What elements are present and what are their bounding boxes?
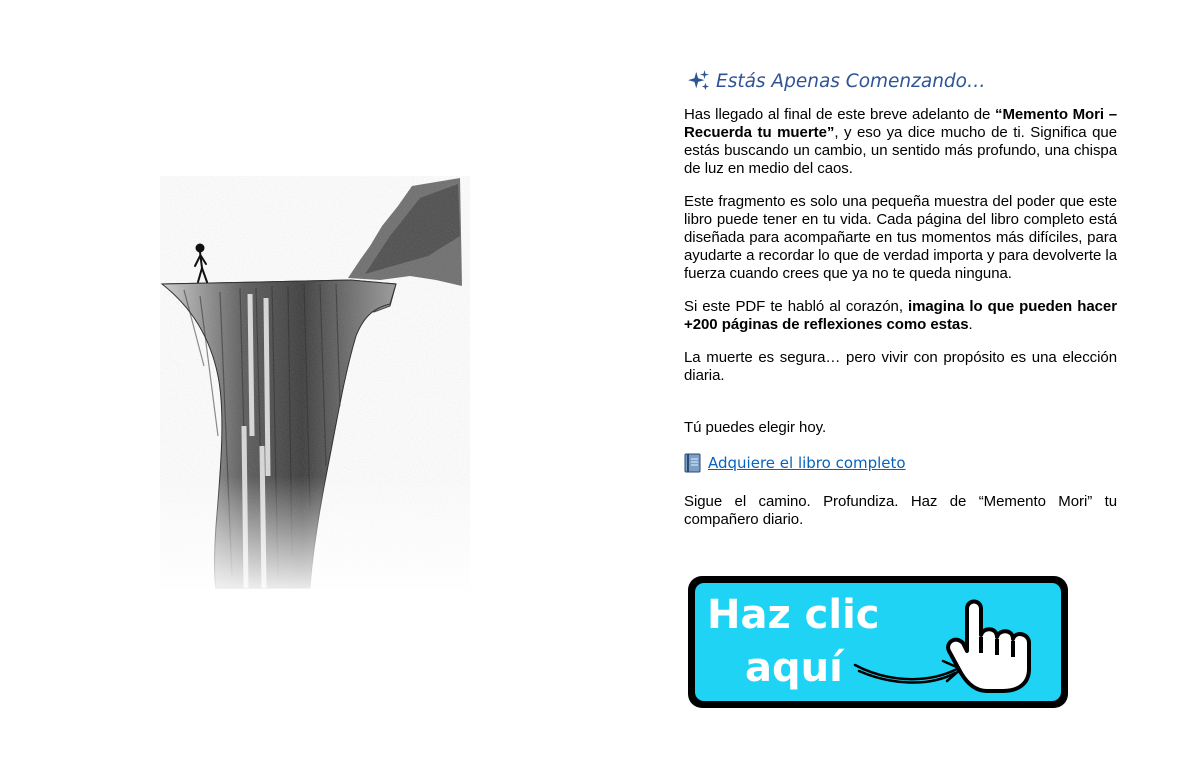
- buy-book-row: [684, 453, 1117, 473]
- book-title: “Memento Mori – Recuerda tu muerte”: [684, 106, 1117, 141]
- invitation-text-a: Si este PDF te habló al corazón,: [684, 298, 908, 315]
- heading-text: Estás Apenas Comenzando…: [716, 70, 986, 92]
- intro-text-a: Has llegado al final de este breve adelanto de: [684, 106, 995, 123]
- paragraph-intro: [684, 106, 1117, 178]
- sparkle-icon: [688, 70, 710, 92]
- book-icon: [684, 453, 702, 473]
- cliff-sketch-icon: [160, 176, 470, 590]
- paragraph-choose-today: Tú puedes elegir hoy.: [684, 419, 827, 436]
- invitation-emphasis: imagina lo que pueden hacer +200 páginas de reflexiones como estas: [684, 298, 1117, 333]
- button-line-2: aquí: [745, 645, 843, 691]
- button-line-1: Haz clic: [707, 592, 880, 638]
- text-column: [684, 70, 1117, 544]
- invitation-text-b: .: [968, 316, 973, 333]
- paragraph-purpose: La muerte es segura… pero vivir con propósito es una elección diaria.: [684, 349, 1117, 384]
- paragraph-invitation: [684, 298, 1117, 334]
- paragraph-follow-path: Sigue el camino. Profundiza. Haz de “Memento Mori” tu compañero diario.: [684, 493, 1117, 528]
- section-heading: [688, 70, 1117, 92]
- buy-book-link[interactable]: Adquiere el libro completo: [708, 454, 906, 472]
- paragraph-fragment: Este fragmento es solo una pequeña muestra del poder que este libro puede tener en tu vida. Cada página del libro completo está diseñada para acompañarte en tus momentos más difíciles, para ayudarte a recordar lo que de verdad importa y para devolverte la fuerza cuando crees que ya no te queda ninguna.: [684, 193, 1117, 282]
- intro-text-b: , y eso ya dice mucho de ti. Significa que estás buscando un cambio, un sentido más profundo, una chispa de luz en medio del caos.: [684, 124, 1117, 177]
- click-here-button[interactable]: [685, 573, 1071, 711]
